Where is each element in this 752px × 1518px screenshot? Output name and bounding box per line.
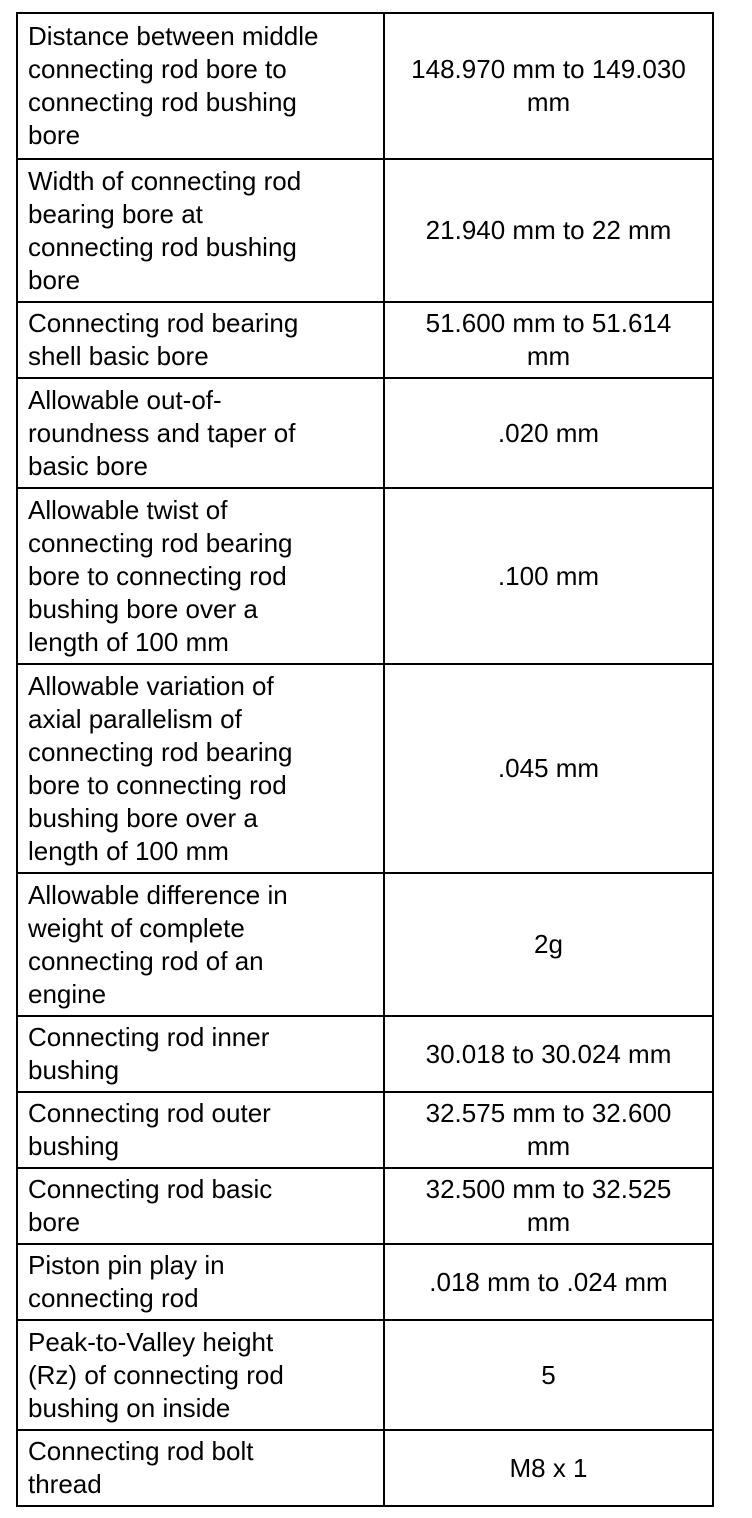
table-row (17, 1430, 713, 1506)
table-row (17, 488, 713, 664)
spec-label: Allowable variation of axial parallelism of connecting rod bearing bore to connecting rod bushing bore over a length of 100 mm (17, 664, 384, 873)
spec-label: Distance between middle connecting rod bore to connecting rod bushing bore (17, 13, 384, 159)
table-row (17, 664, 713, 873)
specification-table (16, 12, 714, 1507)
spec-value: M8 x 1 (384, 1430, 713, 1506)
table-row (17, 1016, 713, 1092)
spec-value: 30.018 to 30.024 mm (384, 1016, 713, 1092)
spec-value: 32.575 mm to 32.600 mm (384, 1092, 713, 1168)
spec-value: 148.970 mm to 149.030 mm (384, 13, 713, 159)
spec-label: Peak-to-Valley height (Rz) of connecting rod bushing on inside (17, 1320, 384, 1430)
table-row (17, 302, 713, 378)
spec-label: Connecting rod bolt thread (17, 1430, 384, 1506)
spec-value: .020 mm (384, 378, 713, 488)
table-row (17, 1168, 713, 1244)
table-row (17, 1320, 713, 1430)
table-row (17, 13, 713, 159)
spec-value: 32.500 mm to 32.525 mm (384, 1168, 713, 1244)
table-row (17, 159, 713, 302)
spec-label: Allowable twist of connecting rod bearing bore to connecting rod bushing bore over a length of 100 mm (17, 488, 384, 664)
spec-label: Piston pin play in connecting rod (17, 1244, 384, 1320)
spec-label: Connecting rod basic bore (17, 1168, 384, 1244)
spec-label: Allowable difference in weight of complete connecting rod of an engine (17, 873, 384, 1016)
spec-label: Connecting rod bearing shell basic bore (17, 302, 384, 378)
table-row (17, 378, 713, 488)
spec-label: Width of connecting rod bearing bore at connecting rod bushing bore (17, 159, 384, 302)
spec-value: 5 (384, 1320, 713, 1430)
spec-label: Connecting rod inner bushing (17, 1016, 384, 1092)
spec-value: 51.600 mm to 51.614 mm (384, 302, 713, 378)
spec-value: 21.940 mm to 22 mm (384, 159, 713, 302)
table-row (17, 1244, 713, 1320)
table-row (17, 873, 713, 1016)
spec-value: .018 mm to .024 mm (384, 1244, 713, 1320)
spec-label: Allowable out-of- roundness and taper of basic bore (17, 378, 384, 488)
spec-value: 2g (384, 873, 713, 1016)
spec-value: .045 mm (384, 664, 713, 873)
spec-value: .100 mm (384, 488, 713, 664)
spec-label: Connecting rod outer bushing (17, 1092, 384, 1168)
table-row (17, 1092, 713, 1168)
